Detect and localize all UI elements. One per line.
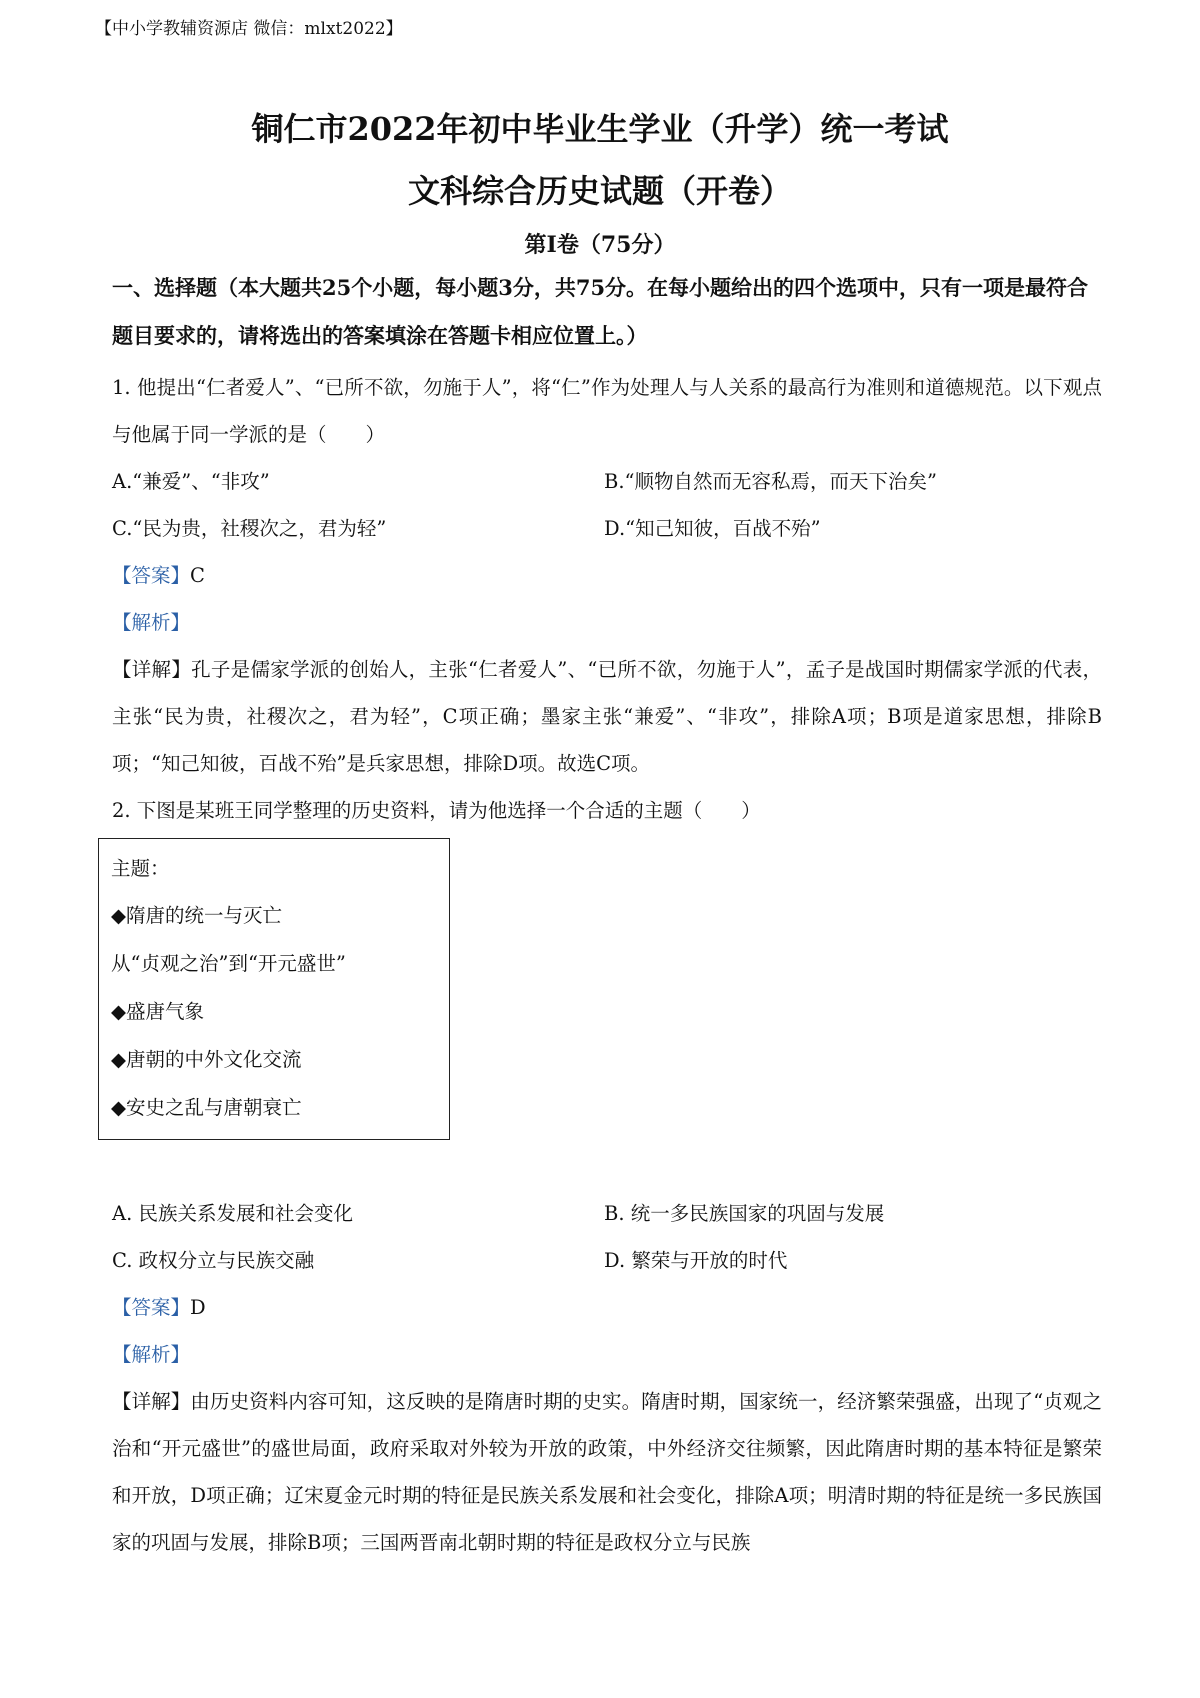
q1-detail bbox=[112, 646, 1102, 787]
exam-subtitle: 文科综合历史试题（开卷） bbox=[407, 172, 792, 210]
box-item: 从“贞观之治”到“开元盛世” bbox=[111, 952, 346, 975]
q2-option-d: D. 繁荣与开放的时代 bbox=[604, 1249, 788, 1272]
section-heading: 一、选择题（本大题共25个小题，每小题3分，共75分。在每小题给出的四个选项中，只有一项是最符合题目要求的，请将选出的答案填涂在答题卡相应位置上。） bbox=[112, 275, 1089, 348]
detail-tag: 【详解】 bbox=[112, 1390, 191, 1413]
answer-value: C bbox=[190, 564, 205, 587]
q2-stem: 2. 下图是某班王同学整理的历史资料，请为他选择一个合适的主题（ ） bbox=[112, 799, 761, 822]
volume-label: 第I卷（75分） bbox=[524, 232, 676, 258]
q1-stem: 1. 他提出“仁者爱人”、“已所不欲，勿施于人”，将“仁”作为处理人与人关系的最高行为准则和道德规范。以下观点与他属于同一学派的是（ ） bbox=[112, 376, 1102, 446]
box-item: ◆隋唐的统一与灭亡 bbox=[111, 904, 282, 927]
q2-option-a: A. 民族关系发展和社会变化 bbox=[112, 1202, 353, 1225]
q2-option-b: B. 统一多民族国家的巩固与发展 bbox=[604, 1202, 885, 1225]
q1-option-b: B.“顺物自然而无容私焉，而天下治矣” bbox=[604, 470, 937, 493]
q1-option-d: D.“知己知彼，百战不殆” bbox=[604, 517, 821, 540]
box-item: ◆盛唐气象 bbox=[111, 1000, 204, 1023]
detail-text: 由历史资料内容可知，这反映的是隋唐时期的史实。隋唐时期，国家统一，经济繁荣强盛，出现了“贞观之治和“开元盛世”的盛世局面，政府采取对外较为开放的政策，中外经济交往频繁，因此隋唐时期的基本特征是繁荣和开放，D项正确；辽宋夏金元时期的特征是民族关系发展和社会变化，排除A项；明清时期的特征是统一多民族国家的巩固与发展，排除B项；三国两晋南北朝时期的特征是政权分立与民族 bbox=[112, 1390, 1102, 1554]
detail-tag: 【详解】 bbox=[112, 658, 192, 681]
detail-text: 孔子是儒家学派的创始人，主张“仁者爱人”、“已所不欲，勿施于人”，孟子是战国时期儒家学派的代表，主张“民为贵，社稷次之，君为轻”，C项正确；墨家主张“兼爱”、“非攻”，排除A项；B项是道家思想，排除B项；“知己知彼，百战不殆”是兵家思想，排除D项。故选C项。 bbox=[112, 658, 1102, 775]
box-heading: 主题： bbox=[111, 857, 170, 880]
q2-option-c: C. 政权分立与民族交融 bbox=[112, 1249, 315, 1272]
q2-material-box bbox=[98, 838, 450, 1140]
q2-answer bbox=[112, 1284, 206, 1331]
q2-detail bbox=[112, 1378, 1102, 1566]
q1-answer bbox=[112, 552, 205, 599]
exam-title: 铜仁市2022年初中毕业生学业（升学）统一考试 bbox=[251, 110, 949, 148]
q1-option-c: C.“民为贵，社稷次之，君为轻” bbox=[112, 517, 387, 540]
box-item: ◆唐朝的中外文化交流 bbox=[111, 1048, 302, 1071]
answer-value: D bbox=[190, 1296, 206, 1319]
header-note: 【中小学教辅资源店 微信：mlxt2022】 bbox=[95, 19, 403, 39]
q1-option-a: A.“兼爱”、“非攻” bbox=[112, 470, 270, 493]
box-item: ◆安史之乱与唐朝衰亡 bbox=[111, 1096, 302, 1119]
answer-tag: 【答案】 bbox=[112, 564, 191, 587]
q2-analysis-tag: 【解析】 bbox=[112, 1343, 191, 1366]
answer-tag: 【答案】 bbox=[112, 1296, 191, 1319]
q1-analysis-tag: 【解析】 bbox=[112, 611, 191, 634]
